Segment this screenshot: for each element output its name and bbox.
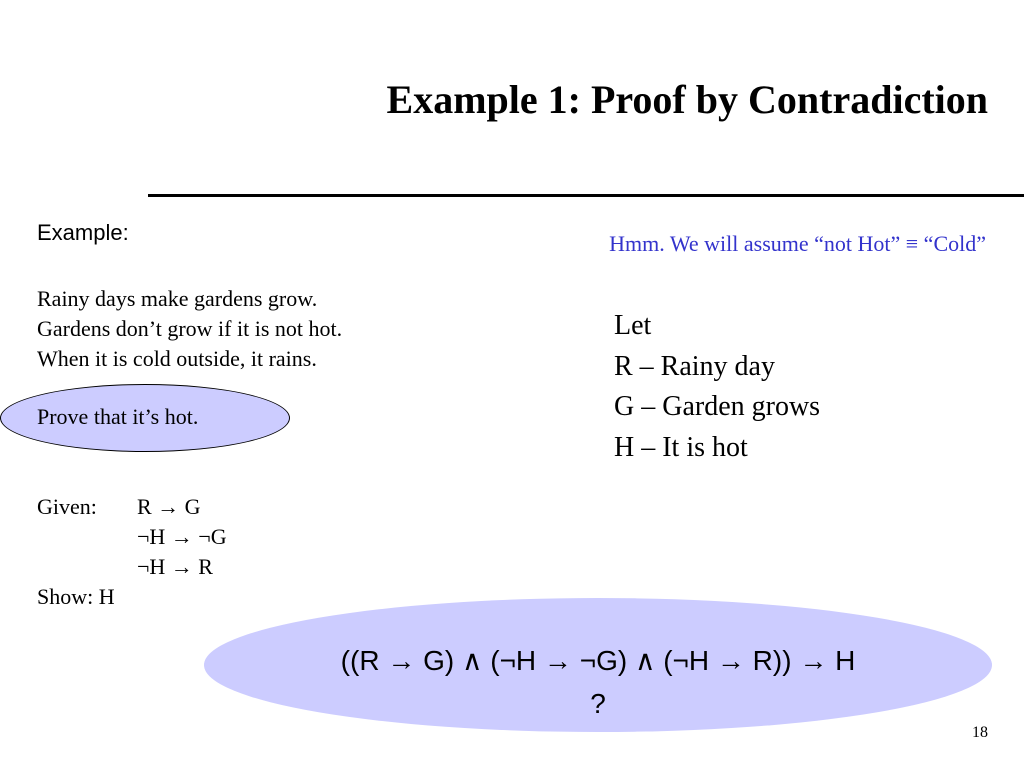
page-number: 18 [972,724,988,741]
formula-expression: ((R → G) ∧ (¬H → ¬G) ∧ (¬H → R)) → H [340,645,856,676]
premises-list [37,284,342,374]
title-divider [148,194,1024,197]
show-statement: Show: H [37,584,115,609]
definition-item: G – Garden grows [614,391,821,422]
prove-statement: Prove that it’s hot. [37,404,199,429]
given-expression: ¬H → R [137,554,213,579]
example-label: Example: [37,220,129,245]
let-definitions [614,306,820,468]
given-expression: ¬H → ¬G [137,524,227,549]
given-label: Given: [37,494,97,519]
premise-item: Gardens don’t grow if it is not hot. [37,316,343,341]
assumption-note: Hmm. We will assume “not Hot” ≡ “Cold” [609,231,986,256]
slide-title: Example 1: Proof by Contradiction [386,77,988,122]
formula-question-mark: ? [590,688,606,719]
definition-item: R – Rainy day [614,350,775,382]
premise-item: When it is cold outside, it rains. [37,346,317,371]
let-heading: Let [614,310,652,341]
definition-item: H – It is hot [614,431,748,463]
premise-item: Rainy days make gardens grow. [37,286,318,311]
given-expression: R → G [137,494,201,519]
